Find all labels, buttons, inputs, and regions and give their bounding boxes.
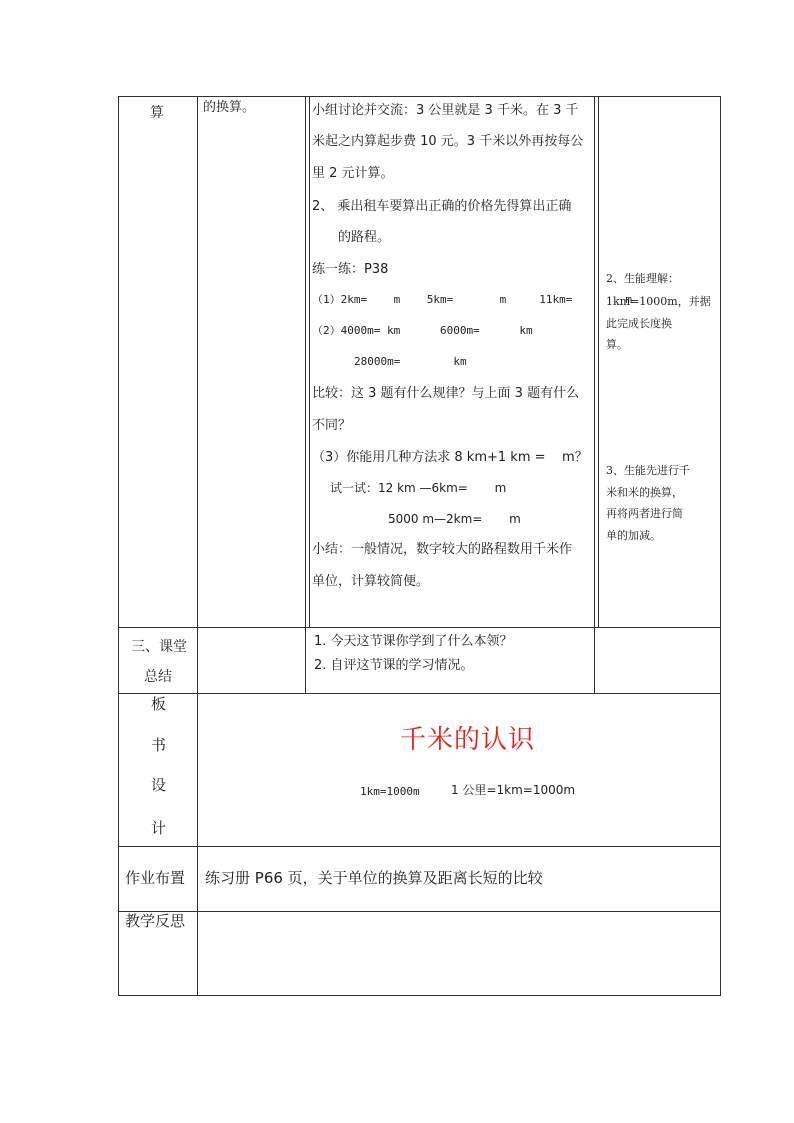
left-col-text: 的换算。 (203, 100, 256, 115)
table-right-border (720, 96, 721, 996)
reflection-label: 教学反思 (125, 912, 186, 930)
row-divider (118, 846, 721, 847)
table-top-border (118, 96, 721, 97)
col-divider (594, 96, 595, 693)
row-divider (118, 911, 721, 912)
homework-label: 作业布置 (125, 869, 186, 887)
board-formula: 1km=1000m (360, 785, 420, 798)
exercise-line: 28000m= km (354, 355, 467, 368)
table-bottom-border (118, 995, 721, 996)
note-line: 单的加减。 (606, 529, 661, 542)
summary-label-line: 总结 (144, 669, 172, 685)
summary-line: 单位，计算较简便。 (312, 574, 430, 589)
note-line: 此完成长度换 (606, 317, 672, 330)
exercise-line: （1）2km= m 5km= m 11km= m (312, 293, 633, 306)
section-label: 算 (150, 105, 164, 121)
activity-line: 里 2 元计算。 (312, 166, 394, 181)
board-label-char: 书 (151, 736, 167, 754)
reflection-content[interactable] (199, 913, 719, 993)
homework-text: 练习册 P66 页，关于单位的换算及距离长短的比较 (205, 869, 543, 887)
exercise-line: （2）4000m= km 6000m= km (312, 324, 533, 337)
note-line: 3、生能先进行千 (606, 464, 690, 477)
board-label-char: 设 (151, 776, 167, 794)
row-divider (118, 627, 721, 628)
row-divider (118, 693, 721, 694)
col-divider (305, 96, 306, 693)
activity-line: 比较：这 3 题有什么规律？与上面 3 题有什么 (312, 386, 580, 401)
board-label-char: 板 (151, 695, 167, 713)
exercise-line: 试一试：12 km —6km= m (330, 481, 507, 495)
note-line: 再将两者进行简 (606, 507, 683, 520)
board-title: 千米的认识 (400, 725, 536, 755)
activity-line: 2、 乘出租车要算出正确的价格先得算出正确 (312, 199, 572, 214)
summary-label-line: 三、课堂 (131, 639, 187, 655)
activity-line: 米起之内算起步费 10 元。3 千米以外再按每公 (312, 134, 584, 149)
summary-line: 小结：一般情况，数字较大的路程数用千米作 (312, 542, 573, 557)
activity-line: 小组讨论并交流：3 公里就是 3 千米。在 3 千 (312, 103, 579, 118)
summary-item: 2. 自评这节课的学习情况。 (314, 658, 474, 673)
exercise-line: 5000 m—2km= m (388, 512, 521, 526)
board-formula: 1 公里=1km=1000m (451, 783, 576, 797)
col-divider (197, 96, 198, 996)
activity-line: 的路程。 (338, 230, 391, 245)
board-label-char: 计 (151, 819, 167, 837)
note-line: 米和米的换算， (606, 486, 683, 499)
exercise-line: （3）你能用几种方法求 8 km+1 km = m？ (312, 450, 588, 465)
note-line: 算。 (606, 338, 628, 351)
exercise-heading: 练一练：P38 (312, 262, 389, 277)
summary-item: 1. 今天这节课你学到了什么本领？ (314, 634, 513, 649)
note-line: 1km=1000m，并据 (606, 295, 711, 308)
col-divider (309, 96, 310, 627)
note-line: 2、生能理解： (606, 272, 679, 285)
col-divider (598, 96, 599, 627)
table-left-border (118, 96, 119, 996)
activity-line: 不同？ (312, 418, 352, 433)
